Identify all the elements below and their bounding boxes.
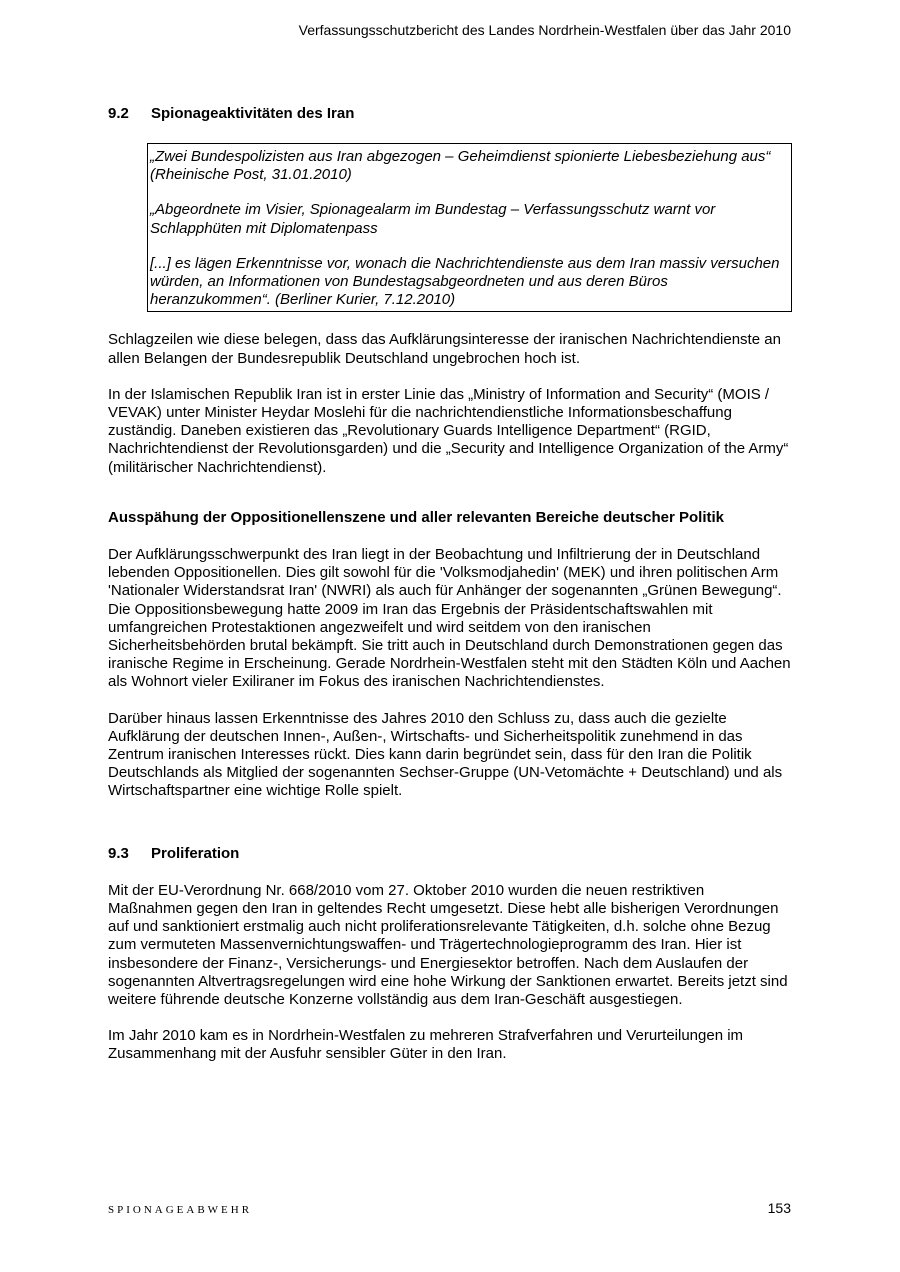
section-title: Spionageaktivitäten des Iran [151, 105, 355, 122]
body-paragraph: In der Islamischen Republik Iran ist in erster Linie das „Ministry of Information and Security“ (MOIS / VEVAK) unter Minister Heydar Moslehi für die nachrichtendienstliche Informationsbeschaffung zuständig. Daneben existieren das „Revolutionary Guards Intelligence Department“ (RGID, Nachrichtendienst der Revolutionsgarden) und die „Security and Intelligence Organization of the Army“ (militärischer Nachrichtendienst). [108, 385, 789, 476]
press-quotes-box [147, 143, 792, 312]
body-paragraph: Mit der EU-Verordnung Nr. 668/2010 vom 27. Oktober 2010 wurden die neuen restriktiven Maßnahmen gegen den Iran in geltendes Recht umgesetzt. Diese hebt alle bisherigen Verordnungen auf und sanktioniert erstmalig auch nicht proliferationsrelevante Tätigkeiten, d.h. solche ohne Bezug zum vermuteten Massenvernichtungswaffen- und Trägertechnologieprogramm des Iran. Hier ist insbesondere der Finanz-, Versicherungs- und Energiesektor betroffen. Nach dem Auslaufen der sogenannten Altvertragsregelungen wird eine hohe Wirkung der Sanktionen erwartet. Bereits jetzt sind weitere führende deutsche Konzerne vollständig aus dem Iran-Geschäft ausgestiegen. [108, 881, 788, 1008]
section-heading-9-3 [108, 845, 792, 863]
page-content [108, 105, 792, 1064]
press-quote: „Zwei Bundespolizisten aus Iran abgezogen – Geheimdienst spionierte Liebesbeziehung aus“ (Rheinische Post, 31.01.2010) [150, 148, 771, 184]
body-paragraph: Der Aufklärungsschwerpunkt des Iran liegt in der Beobachtung und Infiltrierung der in Deutschland lebenden Oppositionellen. Dies gilt sowohl für die 'Volksmodjahedin' (MEK) und ihren politischen Arm 'Nationaler Widerstandsrat Iran' (NWRI) als auch für Anhänger der sogenannten „Grünen Bewegung“. Die Oppositionsbewegung hatte 2009 im Iran das Ergebnis der Präsidentschaftswahlen mit umfangreichen Protestaktionen angezweifelt und wird seitdem von den iranischen Sicherheitsbehörden brutal bekämpft. Sie tritt auch in Deutschland durch Demonstrationen gegen das iranische Regime in Erscheinung. Gerade Nordrhein-Westfalen steht mit den Städten Köln und Aachen als Wohnort vieler Exiliraner im Fokus des iranischen Nachrichtendienstes. [108, 546, 791, 691]
body-paragraph: Darüber hinaus lassen Erkenntnisse des Jahres 2010 den Schluss zu, dass auch die gezielte Aufklärung der deutschen Innen-, Außen-, Wirtschafts- und Sicherheitspolitik zunehmend in das Zentrum iranischen Interesses rückt. Dies kann darin begründet sein, dass für den Iran die Politik Deutschlands als Mitglied der sogenannten Sechser-Gruppe (UN-Vetomächte + Deutschland) und als Wirtschaftspartner eine wichtige Rolle spielt. [108, 709, 783, 800]
section-title: Proliferation [151, 844, 240, 862]
section-number: 9.3 [108, 844, 129, 862]
body-paragraph: Schlagzeilen wie diese belegen, dass das Aufklärungsinteresse der iranischen Nachrichtendienste an allen Belangen der Bundesrepublik Deutschland ungebrochen hoch ist. [108, 331, 781, 367]
body-paragraph: Im Jahr 2010 kam es in Nordrhein-Westfalen zu mehreren Strafverfahren und Verurteilungen im Zusammenhang mit der Ausfuhr sensibler Güter in den Iran. [108, 1027, 744, 1063]
footer-chapter-label: SPIONAGEABWEHR [108, 1204, 253, 1216]
subsection-heading: Ausspähung der Oppositionellenszene und aller relevanten Bereiche deutscher Politik [108, 508, 724, 526]
press-quote: [...] es lägen Erkenntnisse vor, wonach die Nachrichtendienste aus dem Iran massiv versuchen würden, an Informationen von Bundestagsabgeordneten und aus deren Büros heranzukommen“. (Berliner Kurier, 7.12.2010) [150, 254, 780, 309]
running-header: Verfassungsschutzbericht des Landes Nordrhein-Westfalen über das Jahr 2010 [298, 22, 791, 38]
press-quote: „Abgeordnete im Visier, Spionagealarm im Bundestag – Verfassungsschutz warnt vor Schlapphüten mit Diplomatenpass [150, 201, 716, 237]
section-number: 9.2 [108, 105, 129, 122]
page-number: 153 [767, 1200, 791, 1216]
section-heading-9-2 [108, 105, 792, 123]
